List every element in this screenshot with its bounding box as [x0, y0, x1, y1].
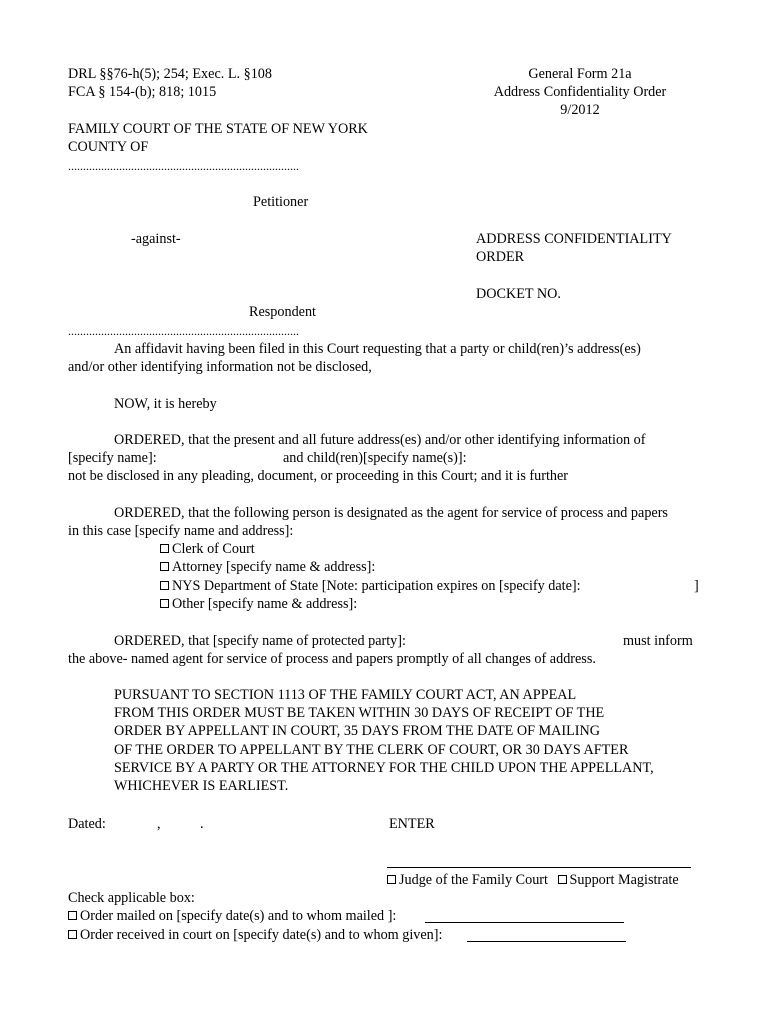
county-label: COUNTY OF — [68, 139, 149, 155]
checkbox-clerk-of-court[interactable] — [160, 544, 169, 553]
affidavit-paragraph-line2: and/or other identifying information not be disclosed, — [68, 359, 372, 375]
order-received-option[interactable]: Order received in court on [specify date(s) and to whom given]: — [68, 926, 442, 944]
option-other[interactable]: Other [specify name & address]: — [160, 595, 357, 613]
ordered-1-line3: not be disclosed in any pleading, document, or proceeding in this Court; and it is further — [68, 468, 569, 484]
order-mailed-blank-line — [425, 922, 624, 923]
ordered-1-line1: ORDERED, that the present and all future address(es) and/or other identifying information of — [114, 432, 646, 448]
now-hereby: NOW, it is hereby — [114, 396, 217, 412]
appeal-notice-line6: WHICHEVER IS EARLIEST. — [114, 778, 289, 794]
order-title-line1: ADDRESS CONFIDENTIALITY — [476, 231, 672, 247]
dated-comma: , — [157, 816, 161, 832]
petitioner-label: Petitioner — [253, 194, 309, 210]
ordered-3-protected-party: ORDERED, that [specify name of protected party]: — [114, 633, 406, 649]
affidavit-paragraph-line1: An affidavit having been filed in this Court requesting that a party or child(ren)’s address(es) — [114, 341, 641, 357]
order-mailed-option[interactable]: Order mailed on [specify date(s) and to whom mailed ]: — [68, 907, 396, 925]
checkbox-order-received[interactable] — [68, 930, 77, 939]
caption-dotted-line-top: ............................................................................. — [68, 159, 299, 173]
checkbox-order-mailed[interactable] — [68, 911, 77, 920]
appeal-notice-line4: OF THE ORDER TO APPELLANT BY THE CLERK OF COURT, OR 30 DAYS AFTER — [114, 742, 629, 758]
order-received-blank-line — [467, 941, 626, 942]
checkbox-nys-department-of-state[interactable] — [160, 581, 169, 590]
ordered-3-line2: the above- named agent for service of process and papers promptly of all changes of address. — [68, 651, 596, 667]
checkbox-judge[interactable] — [387, 875, 396, 884]
checkbox-attorney[interactable] — [160, 562, 169, 571]
ordered-2-line1: ORDERED, that the following person is designated as the agent for service of process and papers — [114, 505, 668, 521]
option-nys-bracket-close: ] — [694, 578, 699, 594]
checkbox-support-magistrate[interactable] — [558, 875, 567, 884]
option-attorney[interactable]: Attorney [specify name & address]: — [160, 558, 375, 576]
statute-citation-2: FCA § 154-(b); 818; 1015 — [68, 84, 217, 100]
option-clerk-of-court[interactable]: Clerk of Court — [160, 540, 255, 558]
ordered-1-specify-name: [specify name]: — [68, 450, 157, 466]
option-nys-department-of-state[interactable]: NYS Department of State [Note: participation expires on [specify date]: — [160, 577, 581, 595]
appeal-notice-line3: ORDER BY APPELLANT IN COURT, 35 DAYS FROM THE DATE OF MAILING — [114, 723, 601, 739]
judge-signature-caption: Judge of the Family Court Support Magistrate — [387, 871, 679, 889]
appeal-notice-line5: SERVICE BY A PARTY OR THE ATTORNEY FOR THE CHILD UPON THE APPELLANT, — [114, 760, 654, 776]
enter-label: ENTER — [389, 816, 435, 832]
statute-citation-1: DRL §§76-h(5); 254; Exec. L. §108 — [68, 66, 272, 82]
ordered-3-must-inform: must inform — [623, 633, 693, 649]
respondent-label: Respondent — [249, 304, 316, 320]
check-applicable-box-label: Check applicable box: — [68, 890, 195, 906]
court-name: FAMILY COURT OF THE STATE OF NEW YORK — [68, 121, 368, 137]
ordered-2-line2: in this case [specify name and address]: — [68, 523, 294, 539]
caption-dotted-line-bottom: ............................................................................. — [68, 324, 299, 338]
dated-label: Dated: — [68, 816, 106, 832]
judge-signature-line — [387, 867, 691, 868]
form-title: Address Confidentiality Order — [493, 84, 667, 100]
appeal-notice-line1: PURSUANT TO SECTION 1113 OF THE FAMILY COURT ACT, AN APPEAL — [114, 687, 577, 703]
dated-period: . — [200, 816, 204, 832]
docket-number-label: DOCKET NO. — [476, 286, 561, 302]
form-date: 9/2012 — [560, 102, 600, 118]
appeal-notice-line2: FROM THIS ORDER MUST BE TAKEN WITHIN 30 DAYS OF RECEIPT OF THE — [114, 705, 605, 721]
order-title-line2: ORDER — [476, 249, 525, 265]
form-number: General Form 21a — [528, 66, 632, 82]
checkbox-other[interactable] — [160, 599, 169, 608]
ordered-1-specify-children: and child(ren)[specify name(s)]: — [283, 450, 467, 466]
against-label: -against- — [131, 231, 181, 247]
